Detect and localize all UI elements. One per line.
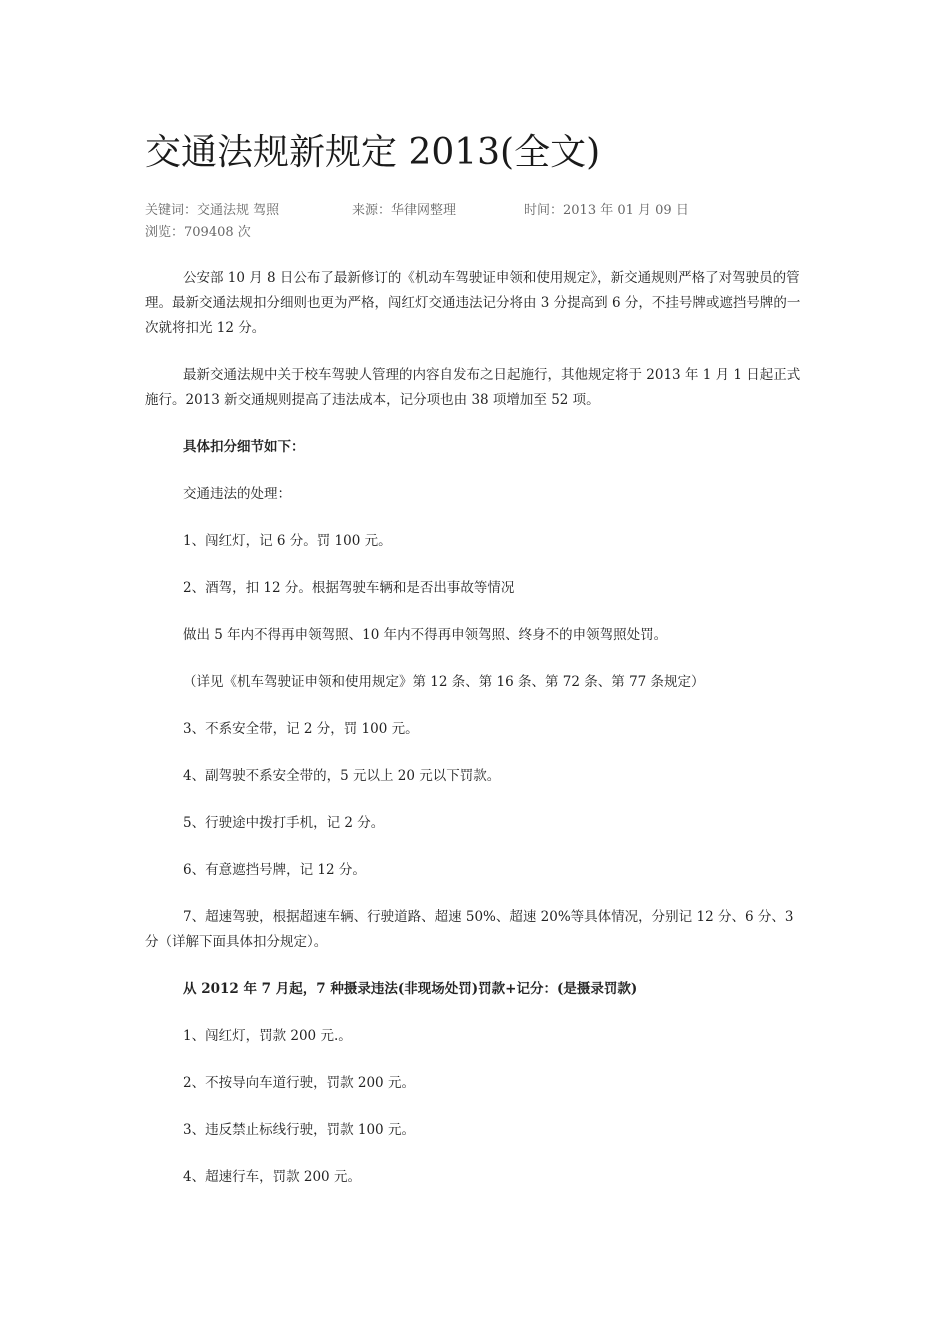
paragraph: 最新交通法规中关于校车驾驶人管理的内容自发布之日起施行，其他规定将于 2013 年 1 月 1 日起正式施行。2013 新交通规则提高了违法成本，记分项也由 38 项增加至 52 项。: [145, 367, 801, 408]
paragraph: 做出 5 年内不得再申领驾照、10 年内不得再申领驾照、终身不的申领驾照处罚。: [183, 627, 668, 643]
meta-source: 来源：华律网整理: [352, 203, 457, 218]
list-item: 2、不按导向车道行驶，罚款 200 元。: [183, 1075, 415, 1091]
paragraph: （详见《机车驾驶证申领和使用规定》第 12 条、第 16 条、第 72 条、第 77 条规定）: [183, 674, 705, 690]
article-meta: [145, 200, 805, 244]
list-item: 5、行驶途中拨打手机，记 2 分。: [183, 815, 385, 831]
list-item: 7、超速驾驶，根据超速车辆、行驶道路、超速 50%、超速 20%等具体情况，分别记 12 分、6 分、3 分（详解下面具体扣分规定）。: [145, 909, 794, 950]
article-body: [145, 266, 805, 1212]
list-item: 3、违反禁止标线行驶，罚款 100 元。: [183, 1122, 415, 1138]
list-item: 1、闯红灯，罚款 200 元.。: [183, 1028, 352, 1044]
section-heading: 从 2012 年 7 月起，7 种摄录违法(非现场处罚)罚款+记分：(是摄录罚款): [183, 981, 638, 997]
section-heading: 具体扣分细节如下：: [183, 439, 305, 455]
meta-time: 时间：2013 年 01 月 09 日: [524, 203, 689, 218]
list-item: 4、副驾驶不系安全带的，5 元以上 20 元以下罚款。: [183, 768, 501, 784]
paragraph: 交通违法的处理：: [183, 486, 291, 502]
meta-keywords: 关键词：交通法规 驾照: [145, 203, 280, 218]
paragraph: 公安部 10 月 8 日公布了最新修订的《机动车驾驶证申领和使用规定》，新交通规则严格了对驾驶员的管理。最新交通法规扣分细则也更为严格，闯红灯交通违法记分将由 3 分提高到 6 分，不挂号牌或遮挡号牌的一次就将扣光 12 分。: [145, 270, 801, 336]
list-item: 2、酒驾，扣 12 分。根据驾驶车辆和是否出事故等情况: [183, 580, 515, 596]
page-title: 交通法规新规定 2013(全文): [145, 132, 601, 173]
list-item: 1、闯红灯，记 6 分。罚 100 元。: [183, 533, 392, 549]
list-item: 6、有意遮挡号牌，记 12 分。: [183, 862, 366, 878]
list-item: 3、不系安全带，记 2 分，罚 100 元。: [183, 721, 419, 737]
list-item: 4、超速行车，罚款 200 元。: [183, 1169, 361, 1185]
meta-views: 浏览：709408 次: [145, 225, 251, 240]
